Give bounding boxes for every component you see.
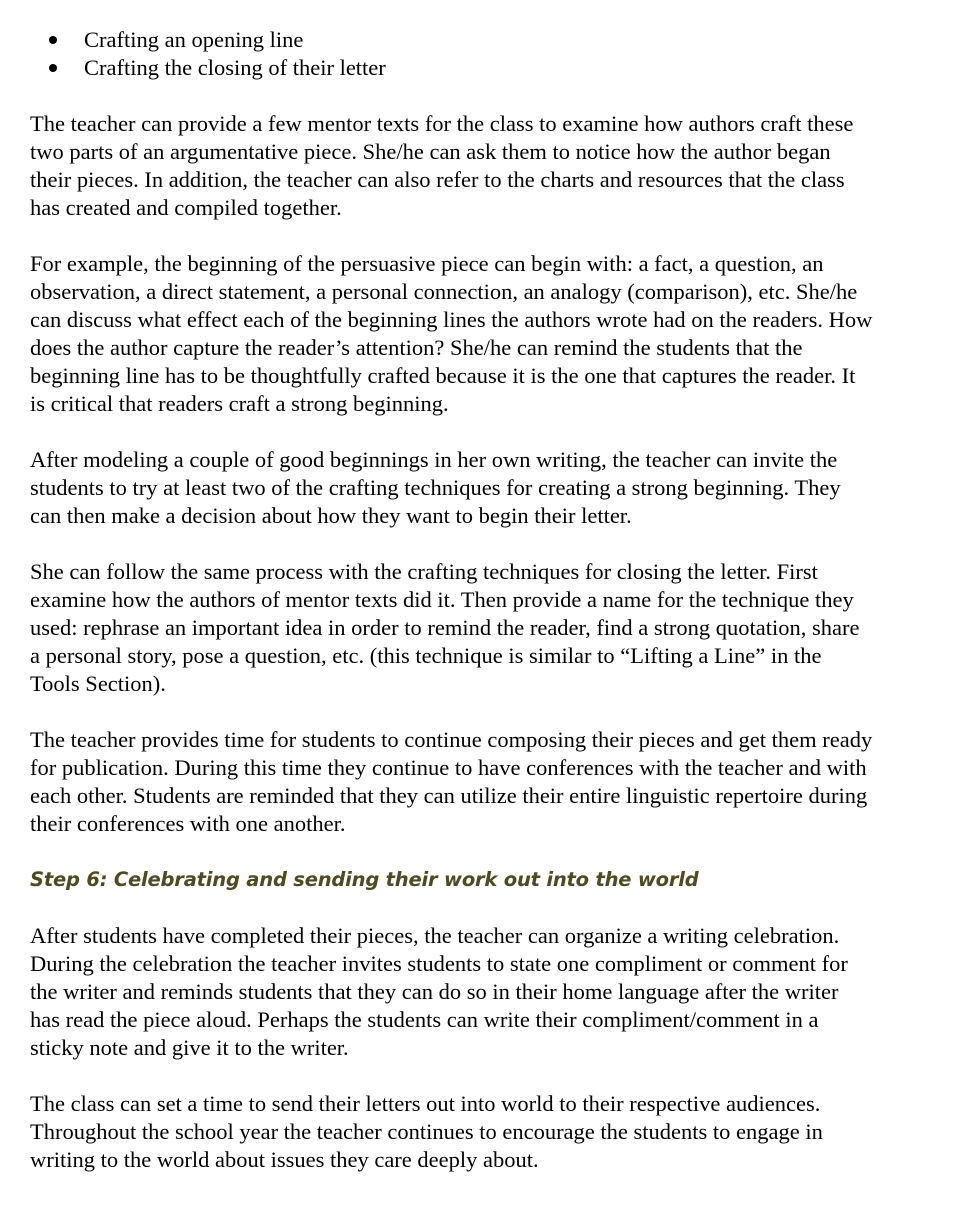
- paragraph-closing-techniques: [30, 558, 945, 698]
- text-line: a personal story, pose a question, etc. (this technique is similar to “Lifting a Line” in the: [30, 643, 822, 668]
- step-6-heading: Step 6: Celebrating and sending their work out into the world: [30, 868, 699, 891]
- text-line: After modeling a couple of good beginnings in her own writing, the teacher can invite the: [30, 447, 838, 472]
- text-line: used: rephrase an important idea in order to remind the reader, find a strong quotation, share: [30, 615, 860, 640]
- bullet-text: Crafting the closing of their letter: [84, 55, 386, 80]
- text-line: for publication. During this time they continue to have conferences with the teacher and with: [30, 755, 867, 780]
- text-line: After students have completed their pieces, the teacher can organize a writing celebration.: [30, 923, 840, 948]
- paragraph-sending-letters: [30, 1090, 945, 1174]
- text-line: She can follow the same process with the crafting techniques for closing the letter. First: [30, 559, 818, 584]
- text-line: examine how the authors of mentor texts did it. Then provide a name for the technique they: [30, 587, 854, 612]
- text-line: their pieces. In addition, the teacher can also refer to the charts and resources that the class: [30, 167, 845, 192]
- text-line: students to try at least two of the crafting techniques for creating a strong beginning. They: [30, 475, 841, 500]
- text-line: is critical that readers craft a strong beginning.: [30, 391, 449, 416]
- text-line: beginning line has to be thoughtfully crafted because it is the one that captures the reader. It: [30, 363, 856, 388]
- text-line: Tools Section).: [30, 671, 166, 696]
- paragraph-publication: [30, 726, 945, 838]
- paragraph-celebration: [30, 922, 945, 1062]
- paragraph-beginnings-example: [30, 250, 945, 418]
- text-line: has read the piece aloud. Perhaps the students can write their compliment/comment in a: [30, 1007, 819, 1032]
- text-line: two parts of an argumentative piece. She/he can ask them to notice how the author began: [30, 139, 831, 164]
- text-line: can discuss what effect each of the beginning lines the authors wrote had on the readers. How: [30, 307, 873, 332]
- text-line: Throughout the school year the teacher continues to encourage the students to engage in: [30, 1119, 823, 1144]
- paragraph-mentor-texts: [30, 110, 945, 222]
- text-line: For example, the beginning of the persuasive piece can begin with: a fact, a question, an: [30, 251, 824, 276]
- document-page: [30, 26, 945, 1174]
- bullet-dot-icon: [49, 64, 57, 72]
- bullet-dot-icon: [49, 36, 57, 44]
- text-line: observation, a direct statement, a personal connection, an analogy (comparison), etc. She/he: [30, 279, 858, 304]
- text-line: sticky note and give it to the writer.: [30, 1035, 349, 1060]
- text-line: their conferences with one another.: [30, 811, 346, 836]
- text-line: can then make a decision about how they want to begin their letter.: [30, 503, 632, 528]
- text-line: the writer and reminds students that they can do so in their home language after the writer: [30, 979, 839, 1004]
- bullet-item: [30, 54, 945, 82]
- paragraph-modeling: [30, 446, 945, 530]
- bullet-item: [30, 26, 945, 54]
- text-line: During the celebration the teacher invites students to state one compliment or comment for: [30, 951, 848, 976]
- text-line: The teacher can provide a few mentor texts for the class to examine how authors craft these: [30, 111, 854, 136]
- text-line: each other. Students are reminded that they can utilize their entire linguistic repertoire during: [30, 783, 868, 808]
- bullet-text: Crafting an opening line: [84, 27, 304, 52]
- text-line: does the author capture the reader’s attention? She/he can remind the students that the: [30, 335, 803, 360]
- bullet-list: [30, 26, 945, 82]
- text-line: The teacher provides time for students to continue composing their pieces and get them ready: [30, 727, 873, 752]
- text-line: has created and compiled together.: [30, 195, 342, 220]
- text-line: The class can set a time to send their letters out into world to their respective audiences.: [30, 1091, 821, 1116]
- text-line: writing to the world about issues they care deeply about.: [30, 1147, 539, 1172]
